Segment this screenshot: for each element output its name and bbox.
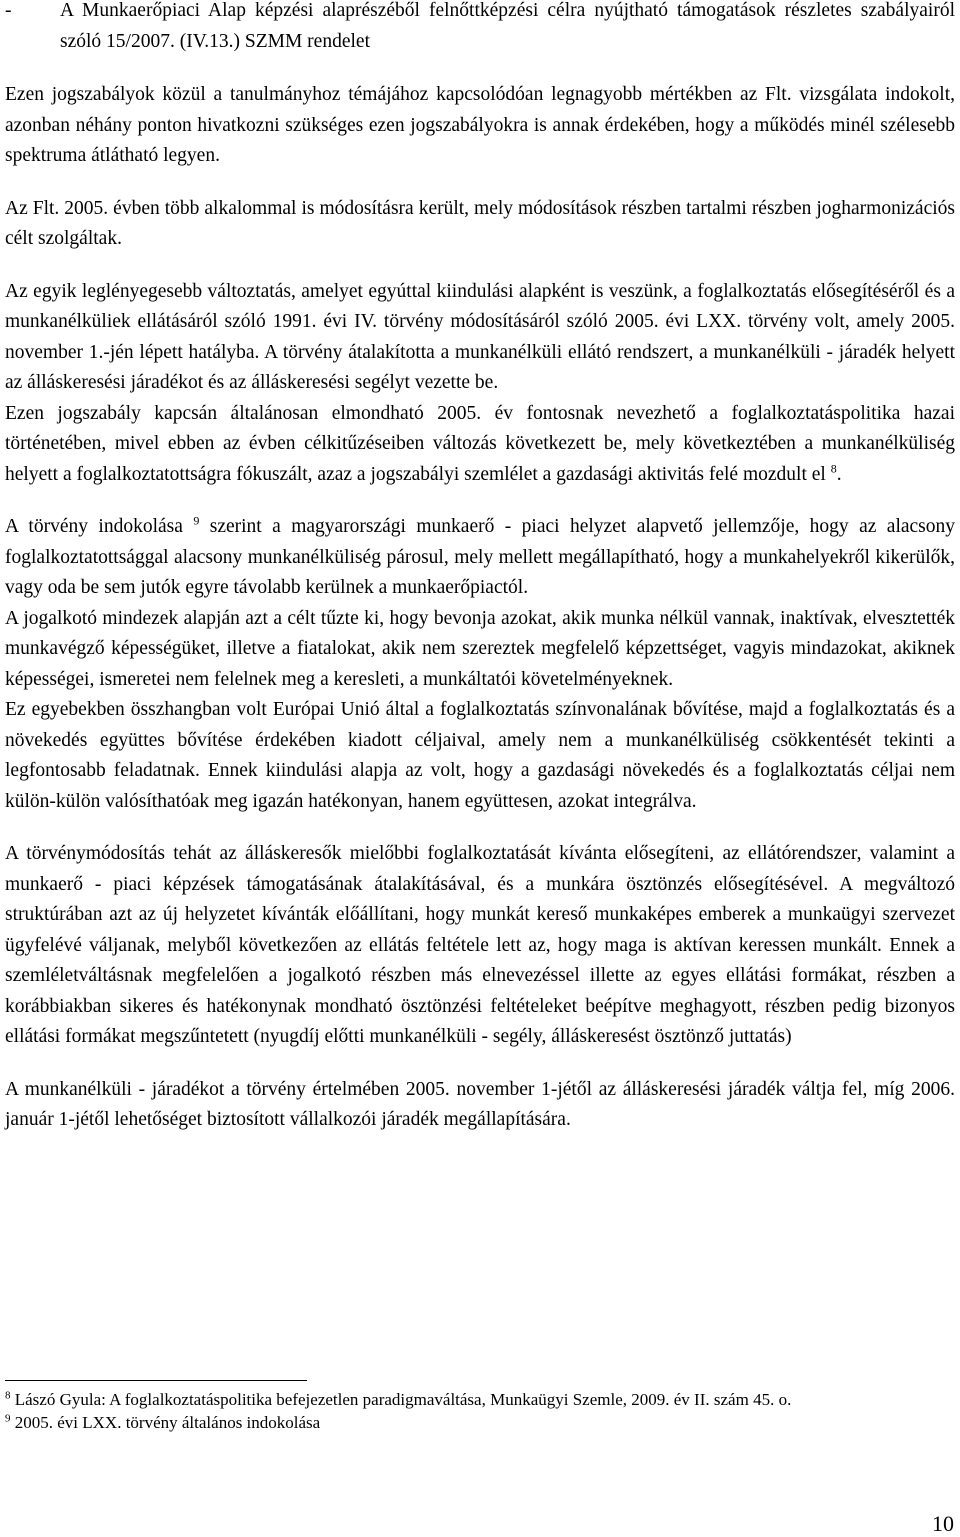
footnote-reference[interactable]: 8 [830, 461, 837, 475]
paragraph: Az Flt. 2005. évben több alkalommal is módosításra került, mely módosítások részben tartalmi részben jogharmonizációs célt szolgáltak. [5, 197, 955, 249]
footnote [5, 1388, 955, 1411]
page-number: 10 [932, 1511, 954, 1536]
paragraph: Az egyik leglényegesebb változtatás, amelyet egyúttal kiindulási alapként is veszünk, a foglalkoztatás elősegítéséről és a munkanélküliek ellátásáról szóló 1991. évi IV. törvény módosításáról szóló 2005. évi LXX. törvény volt, amely 2005. november 1.-jén lépett hatályba. A törvény átalakította a munkanélküli ellátó rendszert, a munkanélküli - járadék helyett az álláskeresési járadékot és az álláskeresési segélyt vezette be. [5, 280, 955, 393]
paragraph: A jogalkotó mindezek alapján azt a célt tűzte ki, hogy bevonja azokat, akik munka nélkül vannak, inaktívak, elvesztették munkavégző képességüket, illetve a fiatalokat, akik nem szereztek megfelelő képzettséget, vagyis mindazokat, akiknek képességei, ismeretei nem felelnek meg a keresleti, a munkáltatói követelményeknek. [5, 607, 955, 690]
footnote-separator [5, 1380, 307, 1381]
footnote-reference[interactable]: 9 [193, 513, 200, 528]
list-item [5, 0, 955, 57]
paragraph: A munkanélküli - járadékot a törvény értelmében 2005. november 1-jétől az álláskeresési járadék váltja fel, míg 2006. január 1-jétől lehetőséget biztosított vállalkozói járadék megállapítására. [5, 1078, 955, 1130]
footnote-number: 9 [5, 1412, 11, 1425]
paragraph: A törvénymódosítás tehát az álláskeresők mielőbbi foglalkoztatását kívánta elősegíteni, az ellátórendszer, valamint a munkaerő - piaci képzések támogatásának átalakításával, és a munkára ösztönzés elősegítésével. A megváltozó struktúrában azt az új helyzetet kívánták előállítani, hogy munkát kereső munkaképes emberek a munkaügyi szervezet ügyfelévé váljanak, melyből következően az ellátás feltétele lett az, hogy maga is aktívan keressen munkált. Ennek a szemléletváltásnak megfelelően a jogalkotó részben más elnevezéssel illette az egyes ellátási formákat, részben a korábbiakban sikeres és hatékonynak mondható ösztönzési feltételeket beépítve meghagyott, részben pedig bizonyos ellátási formákat megszűntetett (nyugdíj előtti munkanélküli - segély, álláskeresést ösztönző juttatás) [5, 843, 955, 1047]
paragraph: Ez egyebekben összhangban volt Európai Unió által a foglalkoztatás színvonalának bővítése, majd a foglalkoztatás és a növekedés együttes bővítése érdekében kiadott céljaival, amely nem a munkanélküliség csökkentését tekinti a legfontosabb feladatnak. Ennek kiindulási alapja az volt, hogy a gazdasági növekedés és a foglalkoztatás céljai nem külön-külön valósíthatóak meg igazán hatékonyan, hanem együttesen, azokat integrálva. [5, 699, 955, 812]
bullet-marker: - [5, 0, 12, 21]
list-item-text: A Munkaerőpiaci Alap képzési alaprészéből felnőttképzési célra nyújtható támogatások részletes szabályairól szóló 15/2007. (IV.13.) SZMM rendelet [60, 0, 955, 52]
paragraph-text: Ezen jogszabály kapcsán általánosan elmondható 2005. év fontosnak nevezhető a foglalkoztatáspolitika hazai történetében, mivel ebben az évben célkitűzéseiben változás következett be, mely következtében a munkanélküliség helyett a foglalkoztatottságra fókuszált, azaz a jogszabályi szemlélet a gazdasági aktivitás felé mozdult el [5, 402, 955, 485]
footnote-text: Lászó Gyula: A foglalkoztatáspolitika befejezetlen paradigmaváltása, Munkaügyi Szemle, 2009. év II. szám 45. o. [14, 1390, 792, 1409]
paragraph [5, 399, 955, 491]
paragraph-text: szerint a magyarországi munkaerő - piaci helyzet alapvető jellemzője, hogy az alacsony foglalkoztatottsággal alacsony munkanélküliség párosul, mely mellett megállapítható, hogy a munkahelyekről kikerülők, vagy oda be sem jutók egyre távolabb kerülnek a munkaerőpiactól. [5, 516, 956, 598]
footnote [5, 1411, 955, 1434]
footnotes [5, 1388, 955, 1434]
paragraph: Ezen jogszabályok közül a tanulmányhoz témájához kapcsolódóan legnagyobb mértékben az Flt. vizsgálata indokolt, azonban néhány ponton hivatkozni szükséges ezen jogszabályokra is annak érdekében, hogy a működés minél szélesebb spektruma átlátható legyen. [5, 84, 955, 166]
document-page [5, 0, 955, 1136]
sentence-end: . [836, 463, 842, 485]
footnote-text: 2005. évi LXX. törvény általános indokolása [14, 1413, 321, 1432]
paragraph-text: A törvény indokolása [5, 516, 183, 537]
paragraph [5, 512, 955, 604]
footnote-number: 8 [5, 1389, 11, 1402]
